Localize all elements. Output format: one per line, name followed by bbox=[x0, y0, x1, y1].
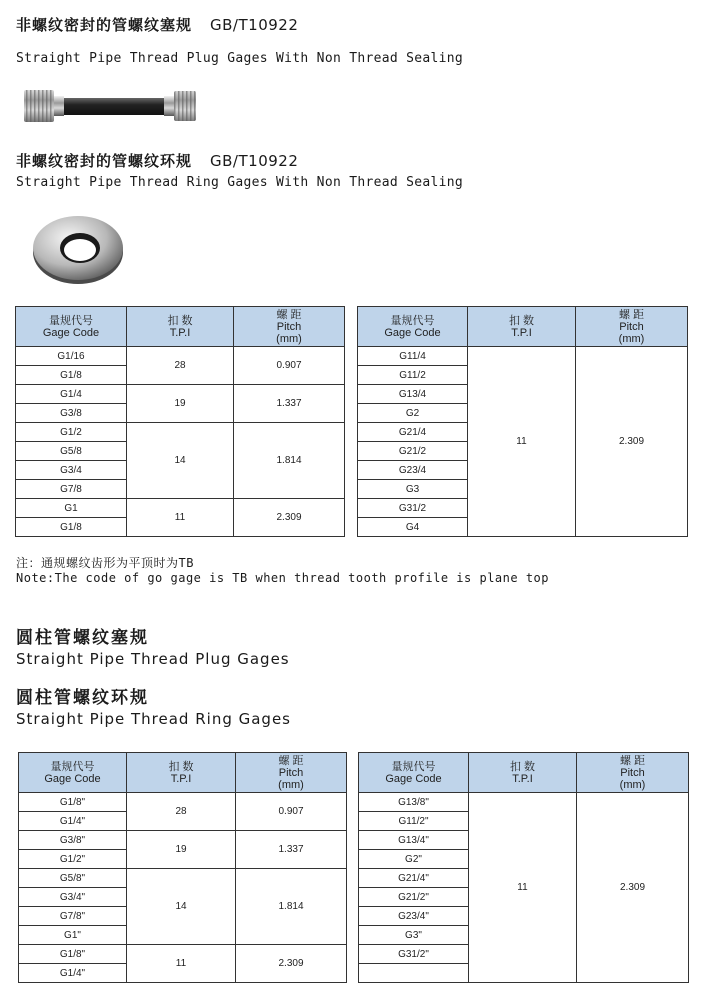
gage-code-cell: G3 bbox=[358, 480, 468, 499]
gage-code-cell: G1 bbox=[16, 499, 127, 518]
pitch-cell: 2.309 bbox=[576, 347, 688, 537]
header-tpi-en: T.P.I bbox=[169, 326, 191, 339]
gage-code-cell: G11/2 bbox=[358, 366, 468, 385]
table-non-seal-2 bbox=[357, 306, 688, 537]
gage-code-cell: G13/8" bbox=[359, 793, 469, 812]
header-pitch-en: Pitch bbox=[278, 766, 304, 779]
header-tpi bbox=[468, 307, 576, 347]
gage-code-cell: G23/4" bbox=[359, 907, 469, 926]
pitch-cell: 1.814 bbox=[236, 869, 347, 945]
gage-code-cell: G3/8 bbox=[16, 404, 127, 423]
header-code-cn: 量规代号 bbox=[391, 760, 436, 773]
header-code-cn: 量规代号 bbox=[50, 760, 95, 773]
header-gage-code bbox=[359, 753, 469, 793]
header-pitch-en: Pitch bbox=[619, 320, 644, 333]
header-tpi bbox=[127, 307, 234, 347]
gage-code-cell: G3/4 bbox=[16, 461, 127, 480]
table-cylindrical-2 bbox=[358, 752, 689, 983]
header-gage-code bbox=[358, 307, 468, 347]
tpi-cell: 14 bbox=[127, 869, 236, 945]
header-pitch-cn: 螺 距 bbox=[619, 754, 646, 767]
header-tpi-cn: 扣 数 bbox=[508, 314, 535, 327]
cyl-plug-title-cn: 圆柱管螺纹塞规 bbox=[16, 628, 149, 648]
plug-gage-title-en: Straight Pipe Thread Plug Gages With Non Thread Sealing bbox=[16, 51, 463, 66]
header-pitch bbox=[577, 753, 689, 793]
header-code-cn: 量规代号 bbox=[49, 314, 93, 327]
tpi-cell: 28 bbox=[127, 793, 236, 831]
gage-code-cell: G23/4 bbox=[358, 461, 468, 480]
header-pitch bbox=[576, 307, 688, 347]
tpi-cell: 11 bbox=[127, 499, 234, 537]
ring-gage-title bbox=[16, 150, 298, 171]
cyl-plug-title-en: Straight Pipe Thread Plug Gages bbox=[16, 650, 290, 668]
gage-code-cell: G31/2 bbox=[358, 499, 468, 518]
ring-gage-title-en: Straight Pipe Thread Ring Gages With Non Thread Sealing bbox=[16, 175, 463, 190]
gage-code-cell: G21/4 bbox=[358, 423, 468, 442]
header-tpi-cn: 扣 数 bbox=[168, 760, 194, 773]
gage-code-cell: G3" bbox=[359, 926, 469, 945]
pitch-cell: 1.337 bbox=[234, 385, 345, 423]
gage-code-cell: G1/16 bbox=[16, 347, 127, 366]
header-code-en: Gage Code bbox=[44, 772, 101, 785]
tpi-cell: 28 bbox=[127, 347, 234, 385]
gage-code-cell: G7/8 bbox=[16, 480, 127, 499]
pitch-cell: 2.309 bbox=[236, 945, 347, 983]
gage-code-cell bbox=[359, 964, 469, 983]
table-cylindrical-1 bbox=[18, 752, 347, 983]
cyl-ring-title-cn: 圆柱管螺纹环规 bbox=[16, 688, 149, 708]
header-gage-code bbox=[16, 307, 127, 347]
header-pitch-unit: (mm) bbox=[278, 778, 304, 791]
gage-code-cell: G1/8" bbox=[19, 945, 127, 964]
header-tpi bbox=[127, 753, 236, 793]
tpi-cell: 19 bbox=[127, 385, 234, 423]
header-code-cn: 量规代号 bbox=[390, 314, 435, 327]
gage-code-cell: G1/2 bbox=[16, 423, 127, 442]
note-cn: 注：通规螺纹齿形为平顶时为TB bbox=[16, 556, 194, 570]
header-pitch-cn: 螺 距 bbox=[276, 308, 302, 321]
plug-gage-title bbox=[16, 14, 298, 35]
header-code-en: Gage Code bbox=[42, 326, 100, 339]
tpi-cell: 11 bbox=[127, 945, 236, 983]
pitch-cell: 1.337 bbox=[236, 831, 347, 869]
table-non-seal-1 bbox=[15, 306, 345, 537]
pitch-cell: 1.814 bbox=[234, 423, 345, 499]
gage-code-cell: G13/4 bbox=[358, 385, 468, 404]
header-pitch-cn: 螺 距 bbox=[618, 308, 645, 321]
tpi-cell: 19 bbox=[127, 831, 236, 869]
header-tpi-en: T.P.I bbox=[512, 772, 533, 785]
ring-gage-standard: GB/T10922 bbox=[210, 152, 299, 170]
header-pitch-unit: (mm) bbox=[618, 332, 645, 345]
tpi-cell: 14 bbox=[127, 423, 234, 499]
pitch-cell: 0.907 bbox=[236, 793, 347, 831]
note-en: Note:The code of go gage is TB when thread tooth profile is plane top bbox=[16, 571, 549, 585]
gage-code-cell: G21/2" bbox=[359, 888, 469, 907]
header-code-en: Gage Code bbox=[385, 772, 442, 785]
gage-code-cell: G2" bbox=[359, 850, 469, 869]
gage-code-cell: G21/4" bbox=[359, 869, 469, 888]
tpi-cell: 11 bbox=[469, 793, 577, 983]
header-code-en: Gage Code bbox=[384, 326, 441, 339]
header-pitch-unit: (mm) bbox=[619, 778, 646, 791]
header-pitch-unit: (mm) bbox=[276, 332, 302, 345]
pitch-cell: 2.309 bbox=[234, 499, 345, 537]
header-tpi-cn: 扣 数 bbox=[167, 314, 193, 327]
header-pitch-cn: 螺 距 bbox=[278, 754, 304, 767]
gage-code-cell: G4 bbox=[358, 518, 468, 537]
gage-code-cell: G3/8" bbox=[19, 831, 127, 850]
pitch-cell: 2.309 bbox=[577, 793, 689, 983]
gage-code-cell: G3/4" bbox=[19, 888, 127, 907]
gage-code-cell: G21/2 bbox=[358, 442, 468, 461]
plug-gage-title-cn: 非螺纹密封的管螺纹塞规 bbox=[16, 16, 193, 34]
tpi-cell: 11 bbox=[468, 347, 576, 537]
pitch-cell: 0.907 bbox=[234, 347, 345, 385]
header-tpi-en: T.P.I bbox=[511, 326, 532, 339]
gage-code-cell: G1/4 bbox=[16, 385, 127, 404]
header-pitch-en: Pitch bbox=[276, 320, 302, 333]
gage-code-cell: G1/8" bbox=[19, 793, 127, 812]
ring-gage-title-cn: 非螺纹密封的管螺纹环规 bbox=[16, 152, 193, 170]
header-gage-code bbox=[19, 753, 127, 793]
note bbox=[16, 556, 549, 586]
header-pitch-en: Pitch bbox=[620, 766, 645, 779]
gage-code-cell: G13/4" bbox=[359, 831, 469, 850]
gage-code-cell: G11/4 bbox=[358, 347, 468, 366]
gage-code-cell: G1/4" bbox=[19, 812, 127, 831]
header-pitch bbox=[236, 753, 347, 793]
gage-code-cell: G1/8 bbox=[16, 366, 127, 385]
plug-gage-image bbox=[18, 86, 203, 126]
gage-code-cell: G2 bbox=[358, 404, 468, 423]
gage-code-cell: G1" bbox=[19, 926, 127, 945]
cyl-ring-title-en: Straight Pipe Thread Ring Gages bbox=[16, 710, 291, 728]
header-pitch bbox=[234, 307, 345, 347]
header-tpi-cn: 扣 数 bbox=[509, 760, 536, 773]
header-tpi bbox=[469, 753, 577, 793]
gage-code-cell: G1/2" bbox=[19, 850, 127, 869]
gage-code-cell: G1/4" bbox=[19, 964, 127, 983]
plug-gage-standard: GB/T10922 bbox=[210, 16, 299, 34]
gage-code-cell: G5/8 bbox=[16, 442, 127, 461]
gage-code-cell: G31/2" bbox=[359, 945, 469, 964]
ring-gage-image bbox=[28, 208, 128, 288]
gage-code-cell: G1/8 bbox=[16, 518, 127, 537]
header-tpi-en: T.P.I bbox=[170, 772, 192, 785]
gage-code-cell: G7/8" bbox=[19, 907, 127, 926]
gage-code-cell: G5/8" bbox=[19, 869, 127, 888]
gage-code-cell: G11/2" bbox=[359, 812, 469, 831]
